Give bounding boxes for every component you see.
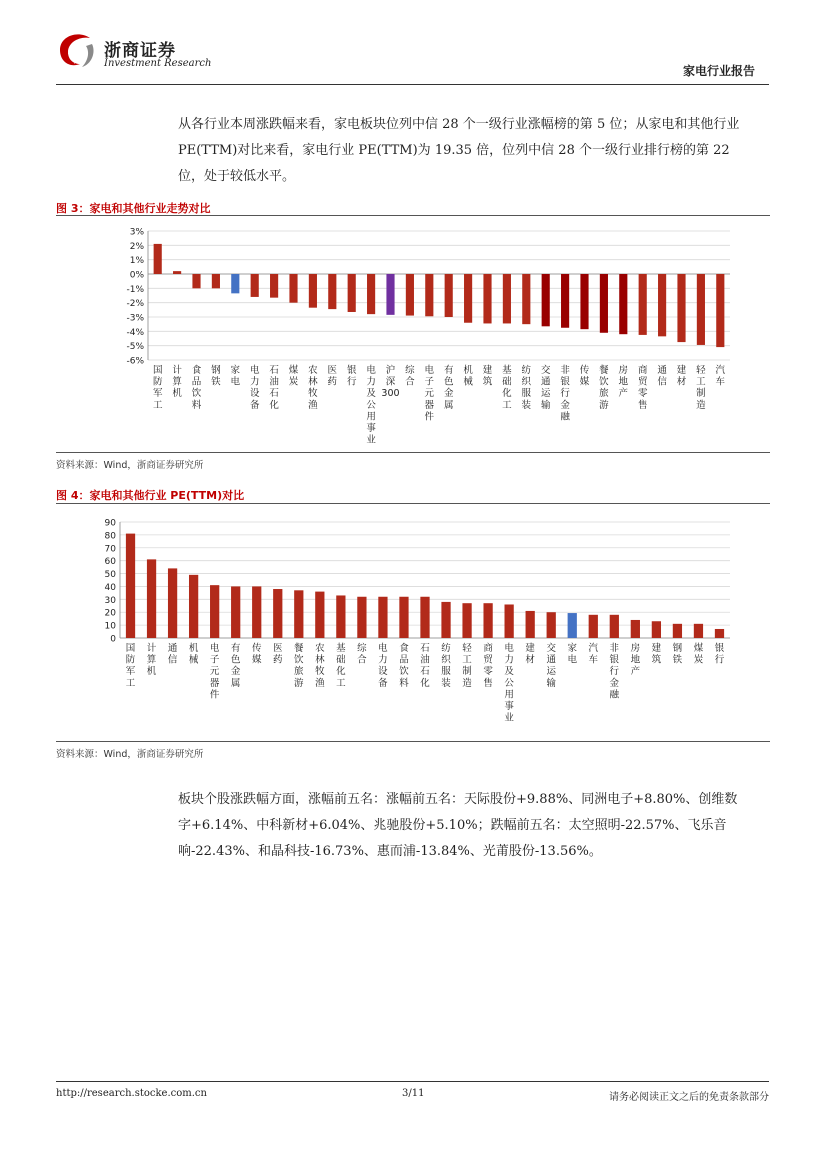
x-tick-label: 计算机 <box>172 365 182 400</box>
x-tick-label: 商贸零售 <box>483 643 493 689</box>
x-tick-label: 商贸零售 <box>637 365 648 411</box>
y-tick-label: 20 <box>104 608 116 619</box>
y-tick-label: 90 <box>104 518 116 529</box>
footer-divider <box>56 1081 769 1082</box>
page-number: 3/11 <box>402 1088 425 1099</box>
logo-english-name: Investment Research <box>104 58 212 69</box>
y-tick-label: -2% <box>126 299 144 310</box>
x-tick-label: 通信 <box>167 643 178 666</box>
bar <box>328 274 336 309</box>
bar <box>189 575 198 638</box>
x-tick-label: 银行 <box>346 365 357 388</box>
bar <box>631 620 640 638</box>
bar <box>192 274 200 288</box>
bar <box>273 589 282 638</box>
bar <box>378 597 387 638</box>
x-tick-label: 农林牧渔 <box>315 643 325 689</box>
bar <box>420 597 429 638</box>
x-tick-label: 建筑 <box>651 643 662 666</box>
x-tick-label: 非银行金融 <box>560 365 570 423</box>
x-tick-label: 银行 <box>714 643 725 666</box>
intro-paragraph: 从各行业本周涨跌幅来看，家电板块位列中信 28 个一级行业涨幅榜的第 5 位；从家电和其他行业 PE(TTM)对比来看，家电行业 PE(TTM)为 19.35 倍，位列中信 28 个一级行业排行榜的第 22 位，处于较低水平。 <box>178 117 740 184</box>
x-tick-label: 餐饮旅游 <box>599 365 609 411</box>
figure3-source: 资料来源：Wind，浙商证券研究所 <box>56 460 204 471</box>
bar <box>462 603 471 638</box>
footer-disclaimer: 请务必阅读正文之后的免责条款部分 <box>609 1092 769 1103</box>
bar <box>367 274 375 314</box>
bar <box>483 603 492 638</box>
x-tick-label: 有色金属 <box>230 643 241 689</box>
x-tick-label: 家电 <box>230 365 241 388</box>
x-tick-label: 有色金属 <box>443 365 454 411</box>
x-tick-label: 电子元器件 <box>209 643 220 701</box>
x-tick-label: 计算机 <box>146 643 157 678</box>
x-tick-label: 纺织服装 <box>441 643 451 689</box>
y-tick-label: 30 <box>104 595 116 606</box>
bar <box>677 274 685 342</box>
x-tick-label: 轻工制造 <box>696 365 706 411</box>
bar <box>386 274 394 315</box>
x-tick-label: 轻工制造 <box>462 643 472 689</box>
x-tick-label: 基础化工 <box>502 365 512 411</box>
bar <box>168 568 177 638</box>
x-tick-label: 建材 <box>676 365 687 388</box>
x-tick-label: 电力及公用事业 <box>504 643 514 724</box>
bar <box>580 274 588 329</box>
x-tick-label: 沪深 300 <box>381 365 400 400</box>
bar <box>715 629 724 638</box>
bar <box>126 534 135 638</box>
bar <box>589 615 598 638</box>
y-tick-label: 2% <box>129 241 144 252</box>
bar <box>348 274 356 312</box>
bar <box>147 559 156 638</box>
x-tick-label: 纺织服装 <box>521 365 532 411</box>
footer-url-link[interactable]: http://research.stocke.com.cn <box>56 1088 207 1099</box>
x-tick-label: 电子元器件 <box>424 365 435 423</box>
bar <box>652 621 661 638</box>
bar <box>210 585 219 638</box>
report-title: 家电行业报告 <box>682 64 755 78</box>
x-tick-label: 国防军工 <box>125 643 136 689</box>
bar <box>600 274 608 333</box>
x-tick-label: 电力设备 <box>249 365 260 411</box>
bar <box>547 612 556 638</box>
x-tick-label: 交通运输 <box>540 365 551 411</box>
bar <box>251 274 259 297</box>
bar <box>694 624 703 638</box>
bar <box>445 274 453 317</box>
figure3-bottom-rule <box>56 452 770 453</box>
x-tick-label: 非银行金融 <box>609 643 620 701</box>
x-tick-label: 综合 <box>357 643 367 666</box>
logo-chinese-name: 浙商证券 <box>104 41 176 61</box>
x-tick-label: 基础化工 <box>336 643 346 689</box>
industry-pe-chart <box>0 504 827 740</box>
bar <box>231 586 240 638</box>
x-tick-label: 房地产 <box>618 365 629 400</box>
y-tick-label: -3% <box>126 313 144 324</box>
bar <box>154 244 162 274</box>
y-tick-label: 0% <box>129 270 144 281</box>
x-tick-label: 医药 <box>327 365 338 388</box>
x-tick-label: 机械 <box>188 643 199 666</box>
x-tick-label: 传媒 <box>251 643 262 666</box>
bar <box>526 611 535 638</box>
bar <box>673 624 682 638</box>
x-tick-label: 石油石化 <box>420 643 430 689</box>
x-tick-label: 国防军工 <box>152 365 163 411</box>
y-tick-label: -4% <box>126 327 144 338</box>
bar <box>503 274 511 323</box>
y-tick-label: -1% <box>126 284 144 295</box>
bar <box>505 604 514 638</box>
y-tick-label: 50 <box>104 570 116 581</box>
y-tick-label: 40 <box>104 582 116 593</box>
x-tick-label: 农林牧渔 <box>308 365 318 411</box>
y-tick-label: 0 <box>110 634 116 645</box>
bar <box>610 615 619 638</box>
x-tick-label: 钢铁 <box>672 643 683 666</box>
x-tick-label: 电力及公用事业 <box>366 365 376 446</box>
bar <box>231 274 239 293</box>
y-tick-label: 60 <box>104 557 116 568</box>
figure4-title: 图 4：家电和其他行业 PE(TTM)对比 <box>56 489 245 502</box>
bar <box>173 271 181 274</box>
x-tick-label: 食品饮料 <box>399 643 409 689</box>
bar <box>406 274 414 316</box>
x-tick-label: 房地产 <box>630 643 641 678</box>
bar <box>716 274 724 347</box>
figure3-title: 图 3：家电和其他行业走势对比 <box>56 202 211 215</box>
company-logo-icon <box>56 30 98 70</box>
x-tick-label: 餐饮旅游 <box>294 643 304 689</box>
bar <box>252 586 261 638</box>
bar <box>336 595 345 638</box>
bar <box>315 592 324 638</box>
bar <box>289 274 297 303</box>
x-tick-label: 传媒 <box>579 365 590 388</box>
y-tick-label: 3% <box>129 227 144 238</box>
figure4-bottom-rule <box>56 741 770 742</box>
x-tick-label: 建筑 <box>482 365 493 388</box>
bar <box>212 274 220 288</box>
bar <box>658 274 666 336</box>
x-tick-label: 通信 <box>657 365 667 388</box>
x-tick-label: 电力设备 <box>378 643 388 689</box>
x-tick-label: 医药 <box>273 643 283 666</box>
x-tick-label: 石油石化 <box>269 365 279 411</box>
y-tick-label: 80 <box>104 531 116 542</box>
bar <box>464 274 472 323</box>
x-tick-label: 煤炭 <box>693 643 704 666</box>
bar <box>522 274 530 324</box>
x-tick-label: 煤炭 <box>288 365 299 388</box>
bar <box>619 274 627 334</box>
y-tick-label: -5% <box>126 342 144 353</box>
bar <box>483 274 491 323</box>
bar <box>561 274 569 328</box>
bar <box>399 597 408 638</box>
y-tick-label: 10 <box>104 621 116 632</box>
x-tick-label: 综合 <box>405 365 415 388</box>
bar <box>270 274 278 298</box>
bar <box>357 597 366 638</box>
x-tick-label: 建材 <box>525 643 535 666</box>
x-tick-label: 机械 <box>463 365 473 388</box>
y-tick-label: -6% <box>126 356 144 367</box>
header-divider <box>56 84 769 85</box>
bar <box>568 613 577 638</box>
x-tick-label: 交通运输 <box>546 643 556 689</box>
y-tick-label: 70 <box>104 544 116 555</box>
figure4-source: 资料来源：Wind，浙商证券研究所 <box>56 749 204 760</box>
bar <box>697 274 705 345</box>
bar <box>639 274 647 335</box>
x-tick-label: 汽车 <box>588 643 599 666</box>
x-tick-label: 汽车 <box>715 365 726 388</box>
x-tick-label: 家电 <box>567 643 577 666</box>
bar <box>441 602 450 638</box>
bar <box>542 274 550 326</box>
bar <box>309 274 317 308</box>
bar <box>294 590 303 638</box>
y-tick-label: 1% <box>129 256 144 267</box>
bar <box>425 274 433 316</box>
stock-movers-paragraph: 板块个股涨跌幅方面，涨幅前五名：涨幅前五名：天际股份+9.88%、同洲电子+8.80%、创维数字+6.14%、中科新材+6.04%、兆驰股份+5.10%；跌幅前五名：太空照明-22.57%、飞乐音响-22.43%、和晶科技-16.73%、惠而浦-13.84%、光莆股份-13.56%。 <box>178 792 738 859</box>
industry-performance-chart <box>0 216 827 452</box>
x-tick-label: 钢铁 <box>211 365 221 388</box>
x-tick-label: 食品饮料 <box>191 365 202 411</box>
